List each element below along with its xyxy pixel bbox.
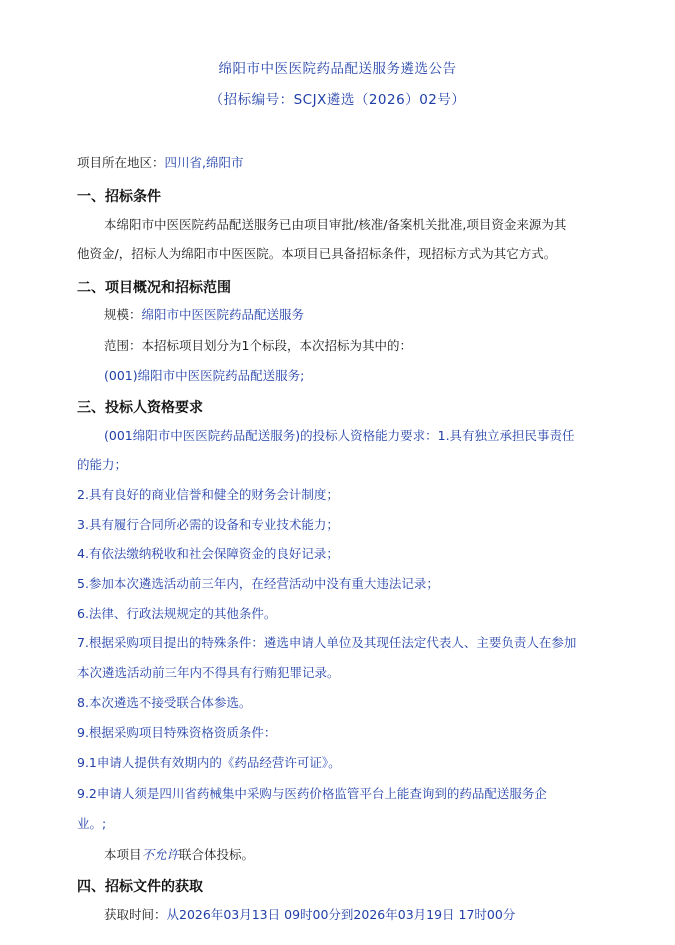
- acquisition-time-value: 从2026年03月13日 09时00分到2026年03月19日 17时00分: [166, 907, 516, 922]
- scale-value: 绵阳市中医医院药品配送服务: [141, 307, 305, 322]
- lot-item: (001)绵阳市中医医院药品配送服务;: [104, 368, 305, 383]
- acquisition-time-label: 获取时间：: [104, 907, 167, 922]
- qualification-8: 8.本次遴选不接受联合体参选。: [77, 695, 252, 710]
- joint-bid-row: [104, 847, 254, 863]
- qualification-9-2-line2: 业。;: [77, 816, 107, 831]
- scale-label: 规模：: [104, 307, 142, 322]
- section-heading-1: 一、招标条件: [77, 189, 161, 205]
- section-heading-3: 三、投标人资格要求: [77, 400, 203, 416]
- region-value-text: 四川省,绵阳市: [164, 155, 244, 170]
- document-title: 绵阳市中医医院药品配送服务遴选公告: [218, 61, 457, 77]
- scale-row: [104, 307, 304, 323]
- qualification-3: 3.具有履行合同所必需的设备和专业技术能力；: [77, 517, 339, 532]
- qualification-9-1: 9.1申请人提供有效期内的《药品经营许可证》。: [77, 755, 341, 770]
- section1-paragraph-line2: 他资金/，招标人为绵阳市中医医院。本项目已具备招标条件，现招标方式为其它方式。: [77, 246, 557, 261]
- qualification-9-2-line1: 9.2申请人须是四川省药械集中采购与医药价格监管平台上能查询到的药品配送服务企: [77, 786, 547, 801]
- scope-text: 范围：本招标项目划分为1个标段，本次招标为其中的：: [104, 338, 412, 353]
- qualification-4: 4.有依法缴纳税收和社会保障资金的良好记录；: [77, 546, 339, 561]
- qualification-1-line2: 的能力；: [77, 457, 128, 472]
- joint-bid-prefix: 本项目: [104, 847, 142, 862]
- qualification-7-line1: 7.根据采购项目提出的特殊条件：遴选申请人单位及其现任法定代表人、主要负责人在参加: [77, 635, 577, 650]
- section-heading-4: 四、招标文件的获取: [77, 879, 203, 895]
- section1-paragraph-line1: 本绵阳市中医医院药品配送服务已由项目审批/核准/备案机关批准,项目资金来源为其: [104, 217, 567, 232]
- qualification-6: 6.法律、行政法规规定的其他条件。: [77, 606, 277, 621]
- qualification-1-line1: (001绵阳市中医医院药品配送服务)的投标人资格能力要求：1.具有独立承担民事责任: [104, 428, 575, 443]
- joint-bid-suffix: 联合体投标。: [179, 847, 255, 862]
- region-row: [77, 155, 244, 171]
- joint-bid-value: 不允许: [141, 847, 180, 862]
- qualification-7-line2: 本次遴选活动前三年内不得具有行贿犯罪记录。: [77, 665, 340, 680]
- acquisition-time-row: [104, 907, 515, 923]
- section-heading-2: 二、项目概况和招标范围: [77, 280, 231, 296]
- region-label: 项目所在地区：: [77, 155, 165, 170]
- qualification-9: 9.根据采购项目特殊资格资质条件：: [77, 725, 277, 740]
- document-subtitle: （招标编号：SCJX遴选（2026）02号）: [209, 92, 466, 108]
- qualification-5: 5.参加本次遴选活动前三年内，在经营活动中没有重大违法记录；: [77, 576, 439, 591]
- qualification-2: 2.具有良好的商业信誉和健全的财务会计制度；: [77, 487, 339, 502]
